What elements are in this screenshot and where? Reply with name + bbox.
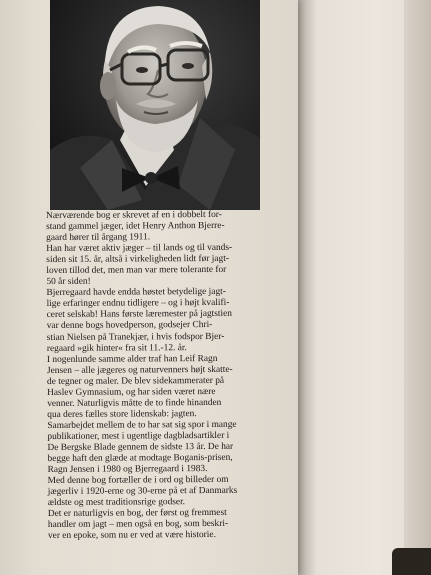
paragraph-2 bbox=[46, 243, 292, 289]
text-line: publikationer, mest i ugentlige dagbladsartikler i bbox=[47, 430, 230, 442]
text-line: handler om jagt – men også en bog, som beskri- bbox=[47, 519, 229, 531]
background-corner bbox=[392, 548, 431, 575]
paragraph-7 bbox=[48, 508, 294, 543]
paragraph-3 bbox=[46, 287, 292, 355]
text-line: stian Nielsen på Tranekjær, i hvis fodspor Bjer- bbox=[46, 331, 225, 343]
text-line: Med denne bog fortæller de i ord og billeder om bbox=[47, 475, 229, 487]
author-portrait bbox=[50, 0, 260, 210]
page-gutter-shadow bbox=[296, 0, 316, 575]
text-line: Han har været aktiv jæger – til lands og til vands- bbox=[46, 243, 233, 255]
text-line: loven tillod det, men man var mere tolerante for bbox=[46, 265, 227, 277]
text-line: jægerliv i 1920-erne og 30-erne på et af Danmarks bbox=[47, 486, 238, 498]
paragraph-5 bbox=[47, 419, 293, 476]
paragraph-4 bbox=[47, 353, 293, 421]
text-line: lige erfaringer endnu tidligere – og i højt kvalifi- bbox=[46, 298, 230, 310]
page-edge bbox=[404, 0, 431, 575]
paragraph-1 bbox=[46, 209, 292, 244]
text-line: begge haft den glæde at modtage Boganis-prisen, bbox=[47, 452, 233, 465]
text-line: Nærværende bog er skrevet af en i dobbelt for- bbox=[46, 209, 222, 221]
text-line: gaard hører til årgang 1911. bbox=[46, 232, 151, 244]
text-line: Det er naturligvis en bog, der først og fremmest bbox=[47, 508, 227, 520]
text-line: Bjerregaard havde endda høstet betydelige jagt- bbox=[46, 287, 226, 299]
text-line: siden sit 15. år, altså i virkeligheden lidt før jagt- bbox=[46, 254, 229, 266]
text-line: var denne bogs hovedperson, godsejer Chri- bbox=[46, 320, 213, 332]
text-line: ceret selskab! Hans første læremester på jagtstien bbox=[46, 309, 233, 321]
flap-text bbox=[46, 209, 294, 542]
text-line: ver en epoke, som nu er ved at være historie. bbox=[47, 530, 216, 542]
text-line: venner. Naturligvis måtte de to finde hinanden bbox=[47, 397, 222, 409]
author-portrait-illustration bbox=[50, 0, 260, 210]
text-line: De Bergske Blade gennem de sidste 13 år. De har bbox=[47, 441, 234, 453]
text-line: de tegner og maler. De blev sidekammerater på bbox=[47, 375, 225, 387]
text-line: Samarbejdet mellem de to har sat sig spor i mange bbox=[47, 419, 237, 431]
paragraph-6 bbox=[48, 475, 294, 510]
text-line: Ragn Jensen i 1980 og Bjerregaard i 1983. bbox=[47, 464, 208, 476]
text-line: I nogenlunde samme alder traf han Leif Ragn bbox=[46, 353, 218, 365]
text-line: ældste og mest traditionsrige godser. bbox=[47, 497, 186, 509]
text-line: stand gammel jæger, idet Henry Anthon Bjerre- bbox=[46, 220, 225, 233]
text-line: 50 år siden! bbox=[46, 277, 91, 288]
text-line: regaard »gik hinter« fra sit 11.-12. år. bbox=[46, 342, 187, 354]
text-line: Jensen – alle jægeres og naturvenners højt skatte- bbox=[46, 364, 233, 376]
text-line: qua deres fælles store lidenskab: jagten. bbox=[47, 408, 197, 420]
text-line: Haslev Gymnasium, og har siden været nære bbox=[47, 386, 216, 398]
